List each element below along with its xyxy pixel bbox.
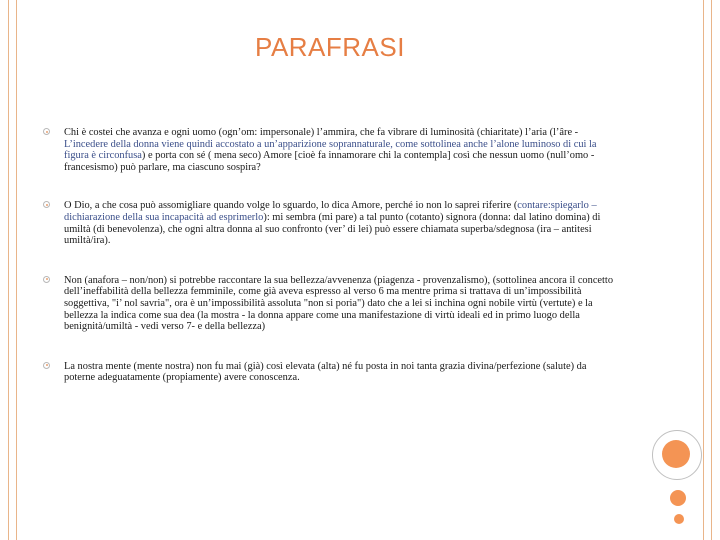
highlighted-text: L’incedere della donna viene quindi accostato a un’apparizione soprannaturale, come sottolinea anche l’alone luminoso di cui la figura è circonfusa (64, 138, 597, 162)
decorative-circle-large (662, 440, 690, 468)
bullet-icon (43, 128, 50, 135)
paragraph-text: Non (anafora – non/non) si potrebbe raccontare la sua bellezza/avvenenza (piagenza - provenzalismo), (sottolinea ancora il concetto dell’ineffabilità della bellezza femminile, come già aveva espresso al verso 6 ma mentre prima si trattava di un’impossibilità soggettiva, "i’ nol savria", ora è un’impossibilità assoluta "non si poria") dato che a lei si inchina ogni nobile virtù (vertute) e la bellezza la indica come sua dea (la mostra - la donna appare come una manifestazione di virtù ideali ed in primo luogo della benignità/umiltà - vedi verso 7- e della bellezza) (64, 274, 614, 333)
right-frame-border (703, 0, 712, 540)
highlighted-text: contare:spiegarlo – dichiarazione della sua incapacità ad esprimerlo (64, 200, 597, 223)
bullet-icon (43, 362, 50, 369)
paragraph-text: ) e porta con sé ( mena seco) Amore [cioè fa innamorare chi la contempla] così che nessun uomo (null’omo - francesismo) può parlare, ma ciascuno sospira? (64, 150, 595, 173)
decorative-circle-small (674, 514, 684, 524)
paragraph-text: La nostra mente (mente nostra) non fu mai (già) così elevata (alta) né fu posta in noi tanta grazia divina/perfezione (salute) da poterne adeguatamente (propiamente) avere conoscenza. (64, 360, 587, 384)
paragraph-text: O Dio, a che cosa può assomigliare quando volge lo sguardo, lo dica Amore, perché io non lo saprei riferire ( (64, 200, 518, 212)
slide-title: PARAFRASI (255, 32, 405, 62)
paragraph-text: ): mi sembra (mi pare) a tal punto (cotanto) signora (donna: dal latino domina) di umiltà (di benevolenza), che ogni altra donna al suo confronto (ver’ di lei) può essere chiamata superba/sdegnosa (ira – antitesi umiltà/ira). (64, 211, 601, 247)
paragraph-text: Chi è costei che avanza e ogni uomo (ogn’om: impersonale) l’ammira, che fa vibrare di luminosità (chiaritate) l’aria (l’âre - (64, 127, 579, 138)
decorative-circle-medium (670, 490, 686, 506)
left-frame-border (8, 0, 17, 540)
list-item (40, 127, 620, 173)
bullet-icon (43, 276, 50, 283)
list-item (40, 361, 620, 384)
list-item (40, 200, 620, 246)
bullet-list (40, 127, 620, 384)
list-item (40, 275, 620, 333)
bullet-icon (43, 201, 50, 208)
